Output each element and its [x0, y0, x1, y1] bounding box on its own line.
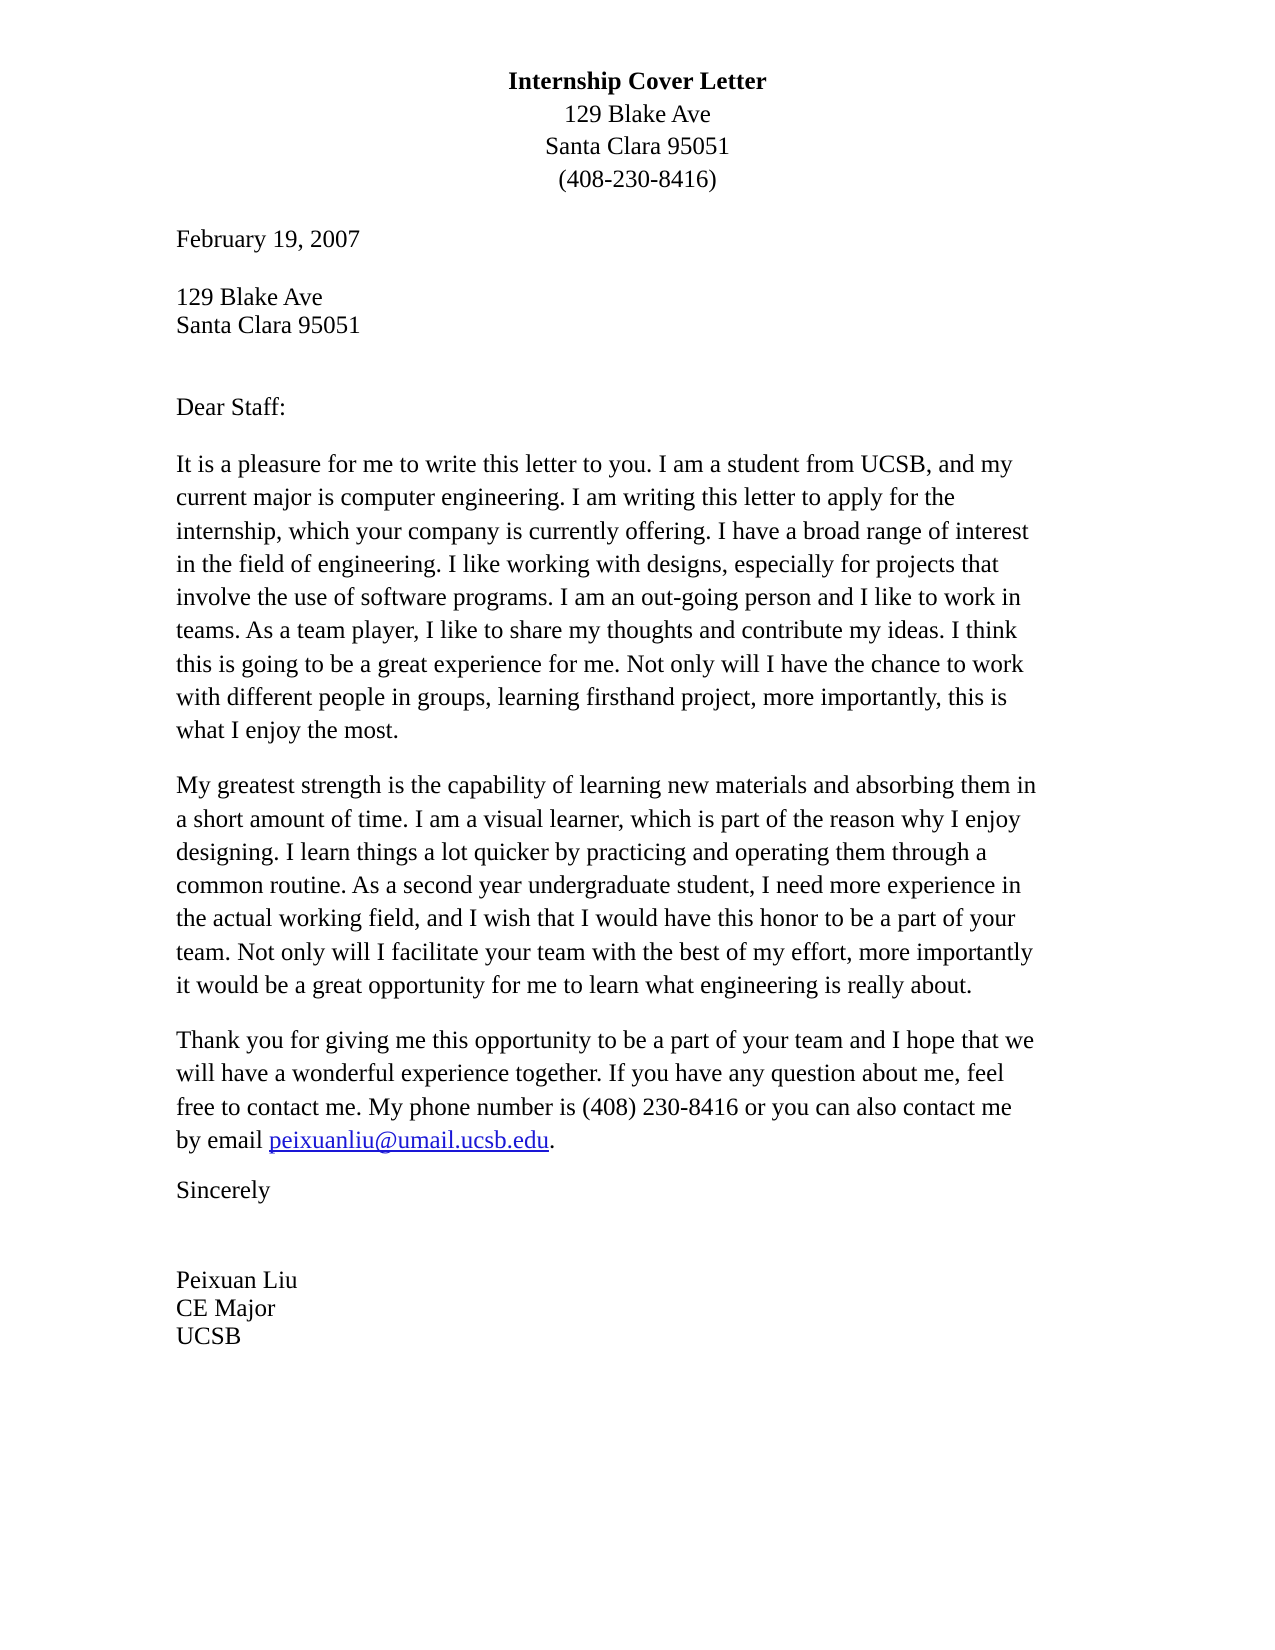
closing-text-after-email: . [548, 1126, 556, 1154]
body-paragraph-3 [176, 1024, 1038, 1157]
return-address-city-state-zip: Santa Clara 95051 [176, 312, 361, 339]
page-title: Internship Cover Letter [508, 68, 767, 95]
letter-body [176, 226, 1038, 1351]
signature-name: Peixuan Liu [176, 1267, 298, 1294]
body-paragraph-2: My greatest strength is the capability of learning new materials and absorbing them in a short amount of time. I am a visual learner, which is part of the reason why I enjoy designing. I learn things a lot quicker by practicing and operating them through a common routine. As a second year undergraduate student, I need more experience in the actual working field, and I wish that I would have this honor to be a part of your team. Not only will I facilitate your team with the best of my effort, more importantly it would be a great opportunity for me to learn what engineering is really about. [176, 772, 1037, 999]
letterhead [0, 66, 1275, 196]
signature-major: CE Major [176, 1295, 276, 1322]
salutation: Dear Staff: [176, 394, 286, 421]
letterhead-street: 129 Blake Ave [564, 100, 711, 128]
body-paragraph-1: It is a pleasure for me to write this letter to you. I am a student from UCSB, and my current major is computer engineering. I am writing this letter to apply for the internship, which your company is currently offering. I have a broad range of interest in the field of engineering. I like working with designs, especially for projects that involve the use of software programs. I am an out-going person and I like to work in teams. As a team player, I like to share my thoughts and contribute my ideas. I think this is going to be a great experience for me. Not only will I have the chance to work with different people in groups, learning firsthand project, more importantly, this is what I enjoy the most. [176, 451, 1029, 744]
letterhead-city-state-zip: Santa Clara 95051 [545, 133, 730, 160]
return-address [176, 284, 1038, 340]
closing-salutation: Sincerely [176, 1177, 271, 1204]
return-address-street: 129 Blake Ave [176, 284, 323, 311]
email-link[interactable]: peixuanliu@umail.ucsb.edu [269, 1126, 549, 1154]
letter-date: February 19, 2007 [176, 226, 360, 253]
signature-block [176, 1267, 1038, 1351]
letterhead-phone: (408-230-8416) [558, 165, 717, 193]
signature-school: UCSB [176, 1323, 242, 1350]
closing-text-before-email: Thank you for giving me this opportunity to be a part of your team and I hope that we will have a wonderful experience together. If you have any question about me, feel free to contact me. My phone number is (408) 230-8416 or you can also contact me by email [176, 1027, 1035, 1154]
